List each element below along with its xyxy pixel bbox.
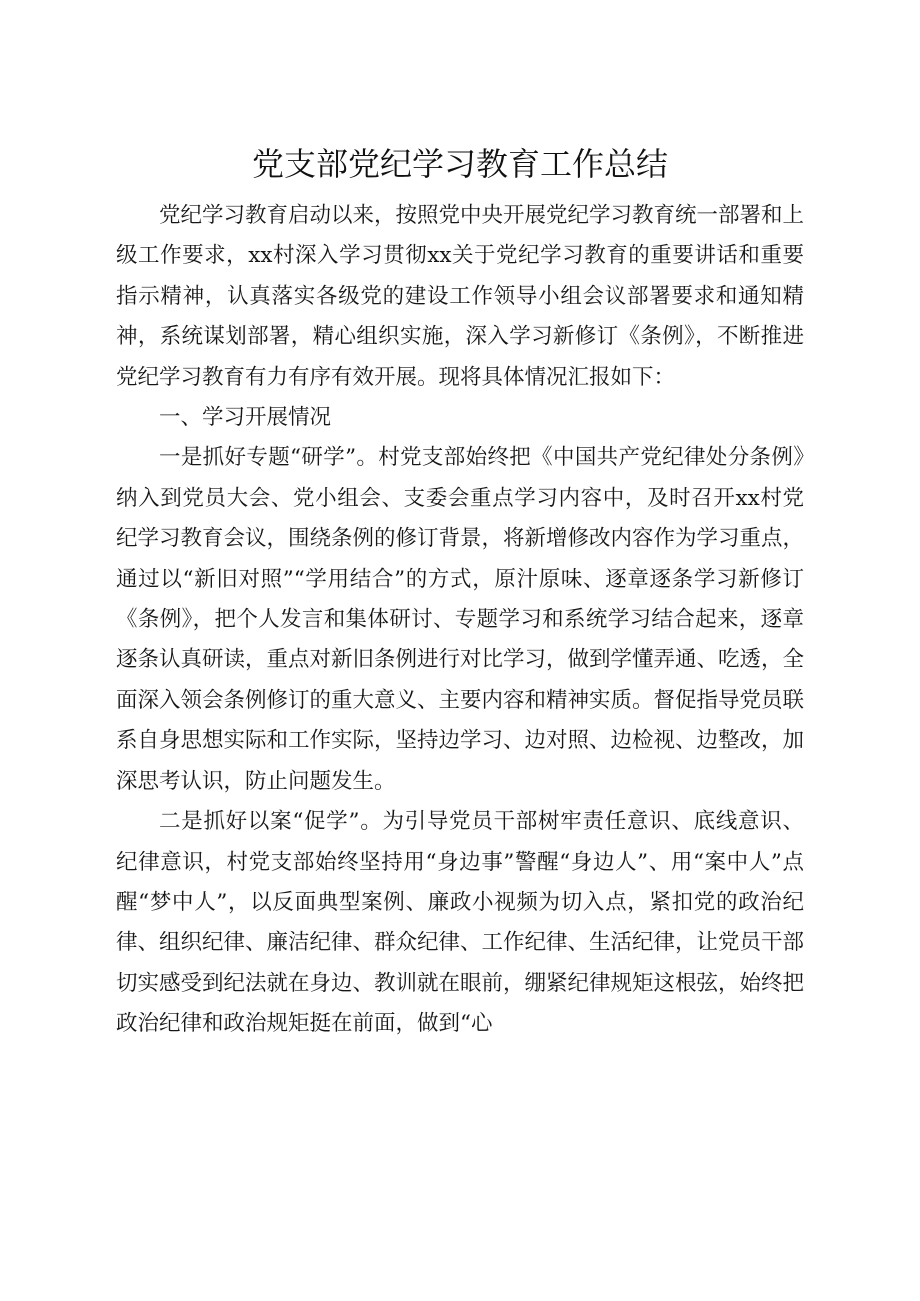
body-paragraph: 一是抓好专题“研学”。村党支部始终把《中国共产党纪律处分条例》纳入到党员大会、党小组会、支委会重点学习内容中，及时召开xx村党纪学习教育会议，围绕条例的修订背景，将新增修改内容作为学习重点，通过以“新旧对照”“学用结合”的方式，原汁原味、逐章逐条学习新修订《条例》，把个人发言和集体研讨、专题学习和系统学习结合起来，逐章逐条认真研读，重点对新旧条例进行对比学习，做到学懂弄通、吃透，全面深入领会条例修订的重大意义、主要内容和精神实质。督促指导党员联系自身思想实际和工作实际，坚持边学习、边对照、边检视、边整改，加深思考认识，防止问题发生。 — [116, 445, 805, 794]
intro-paragraph: 党纪学习教育启动以来，按照党中央开展党纪学习教育统一部署和上级工作要求，xx村深入学习贯彻xx关于党纪学习教育的重要讲话和重要指示精神，认真落实各级党的建设工作领导小组会议部署要求和通知精神，系统谋划部署，精心组织实施，深入学习新修订《条例》，不断推进党纪学习教育有力有序有效开展。现将具体情况汇报如下： — [116, 203, 805, 390]
body-paragraph: 二是抓好以案“促学”。为引导党员干部树牢责任意识、底线意识、纪律意识，村党支部始终坚持用“身边事”警醒“身边人”、用“案中人”点醒“梦中人”，以反面典型案例、廉政小视频为切入点，紧扣党的政治纪律、组织纪律、廉洁纪律、群众纪律、工作纪律、生活纪律，让党员干部切实感受到纪法就在身边、教训就在眼前，绷紧纪律规矩这根弦，始终把政治纪律和政治规矩挺在前面，做到“心 — [116, 809, 805, 1037]
document-title: 党支部党纪学习教育工作总结 — [251, 145, 668, 183]
document-body — [116, 196, 804, 1045]
section-heading: 一、学习开展情况 — [159, 405, 332, 431]
